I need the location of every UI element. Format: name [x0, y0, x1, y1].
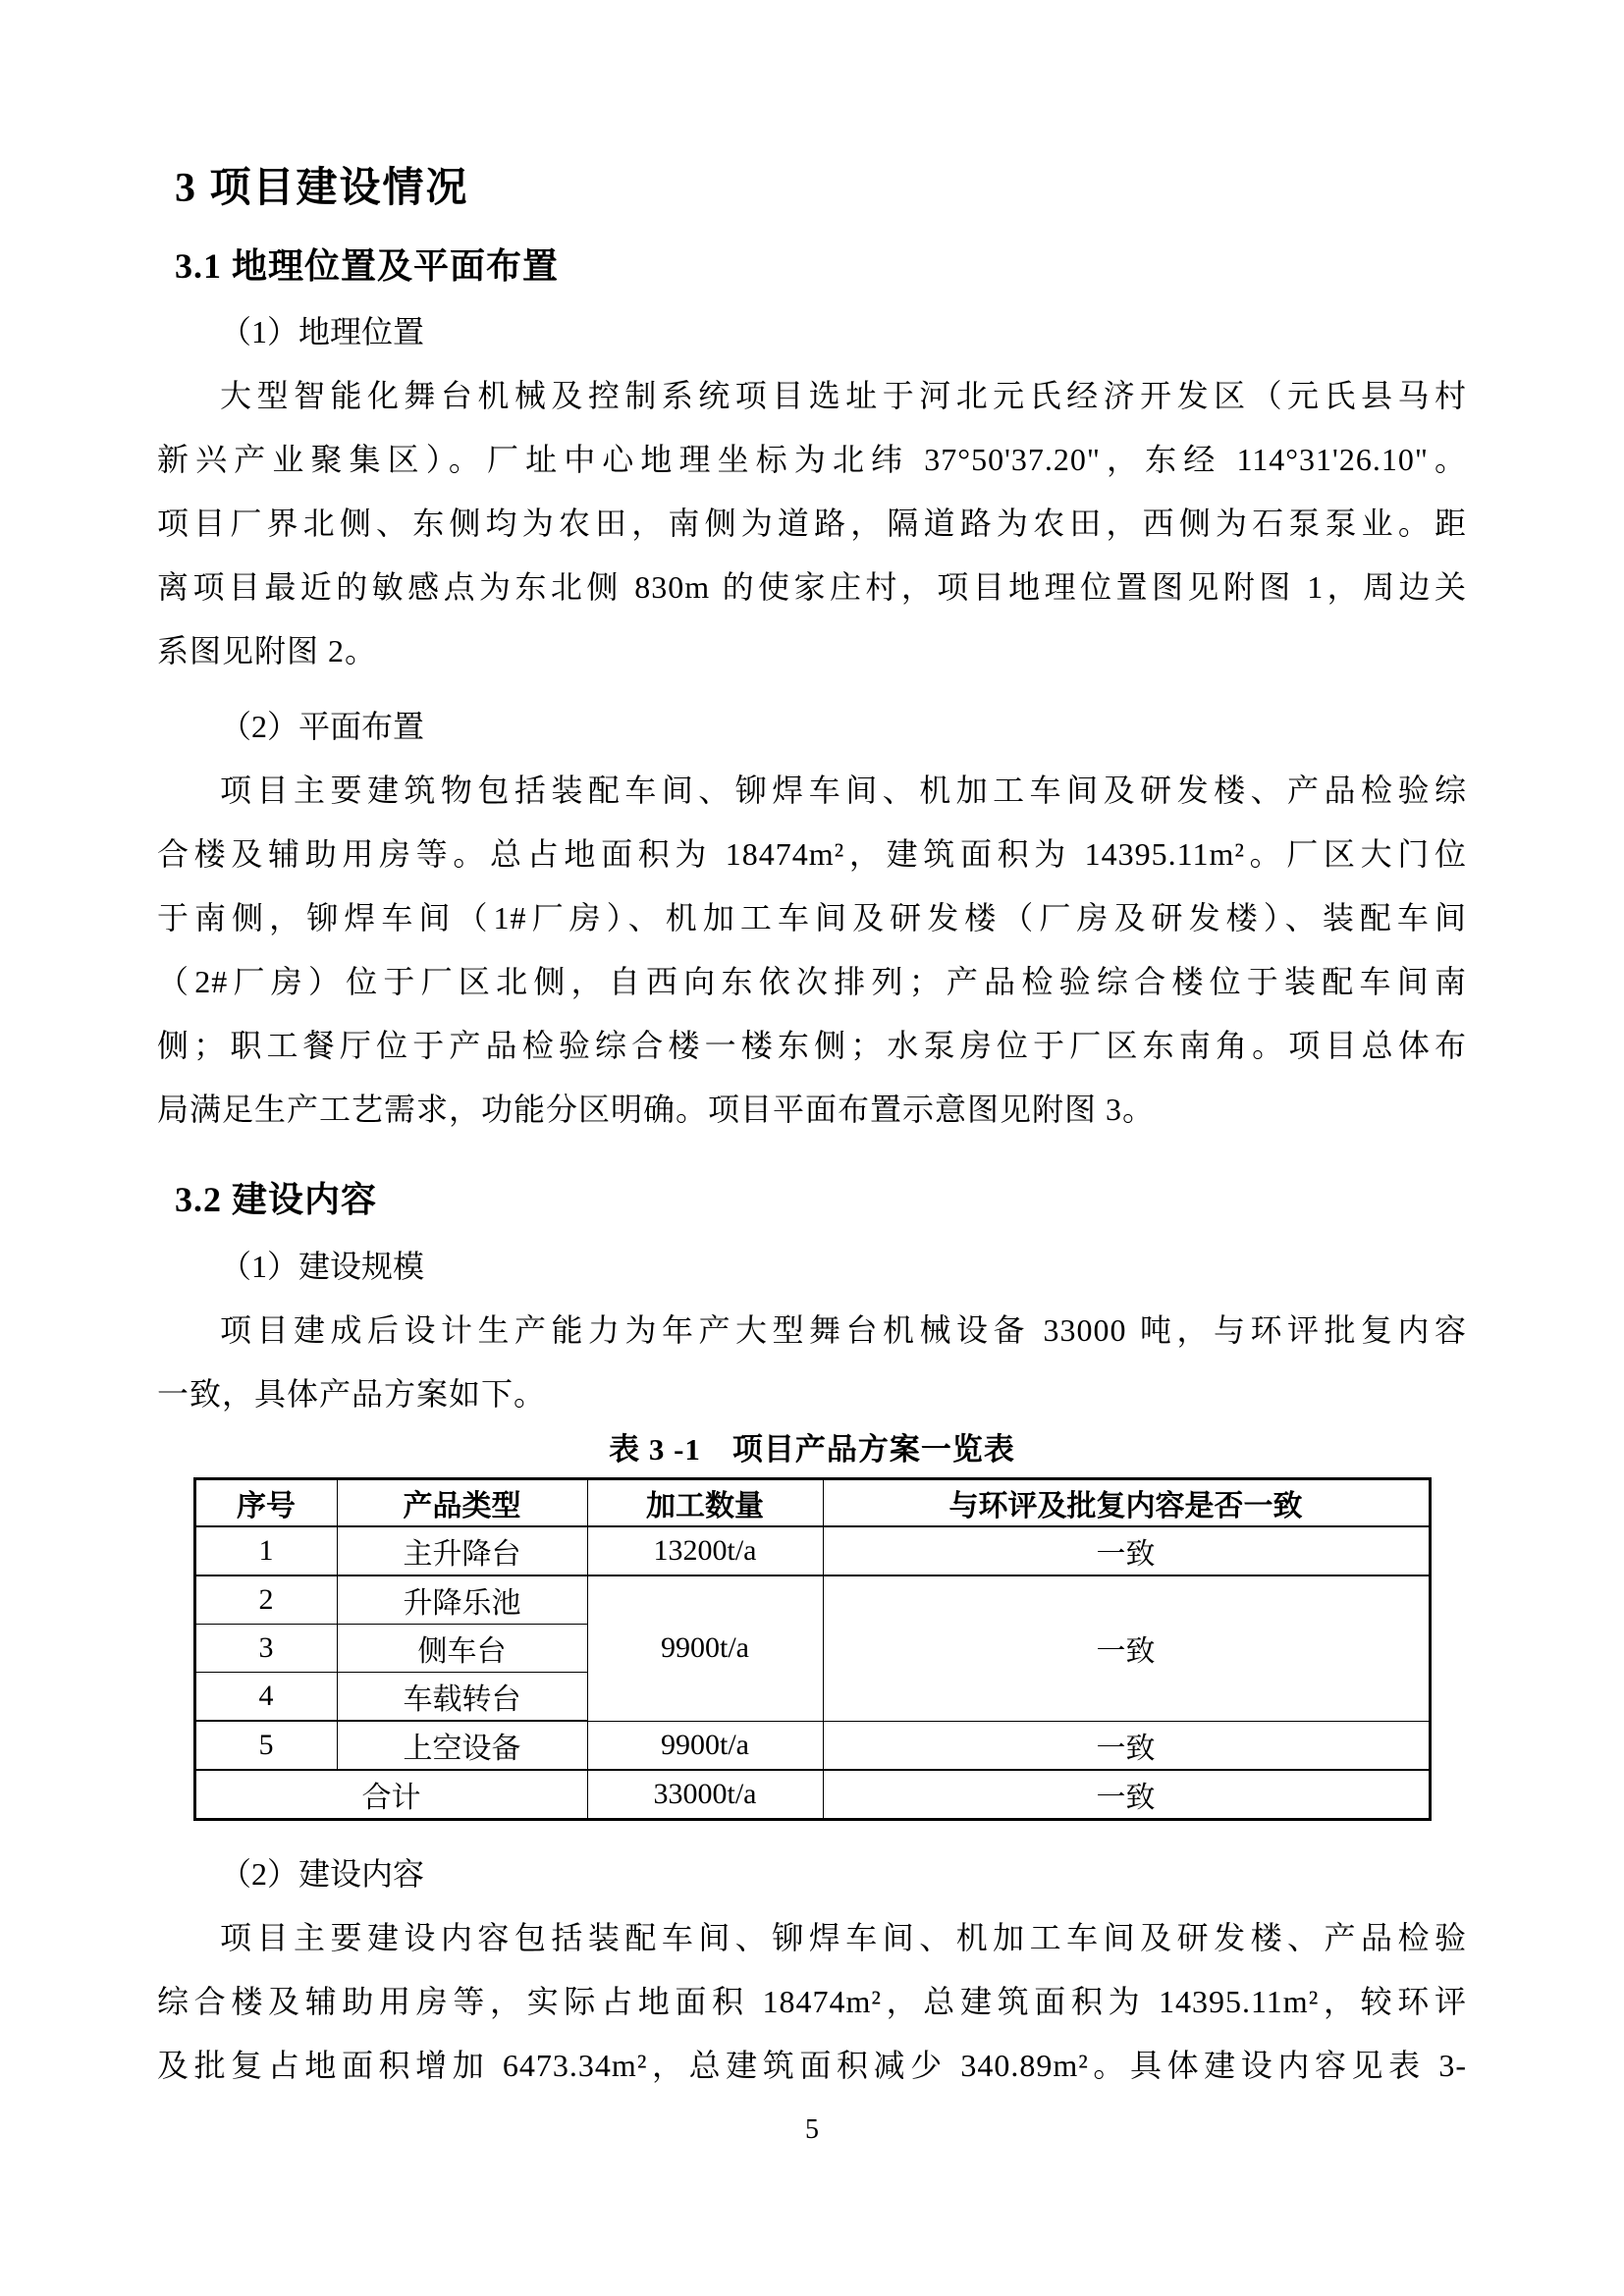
- cell-no: 4: [194, 1673, 337, 1722]
- text-line: 离项目最近的敏感点为东北侧 830m 的使家庄村，项目地理位置图见附图 1，周边关: [157, 569, 1467, 606]
- text-line: 综合楼及辅助用房等，实际占地面积 18474m²，总建筑面积为 14395.11m²，较环评: [157, 1984, 1467, 2020]
- cell-no: 5: [194, 1721, 337, 1770]
- table-total-row: [194, 1770, 1430, 1820]
- header-cell-match: 与环评及批复内容是否一致: [823, 1479, 1430, 1527]
- cell-no: 1: [194, 1526, 337, 1575]
- cell-type: 主升降台: [337, 1526, 587, 1575]
- cell-total-label: 合计: [194, 1770, 587, 1820]
- table-row: [194, 1721, 1430, 1770]
- table-row: [194, 1526, 1430, 1575]
- text-line: 新兴产业聚集区）。厂址中心地理坐标为北纬 37°50'37.20"，东经 114°31'26.10"。: [157, 442, 1467, 478]
- text-line: 一致，具体产品方案如下。: [157, 1376, 547, 1413]
- text-line: 局满足生产工艺需求，功能分区明确。项目平面布置示意图见附图 3。: [157, 1092, 1156, 1128]
- text-line: 项目主要建设内容包括装配车间、铆焊车间、机加工车间及研发楼、产品检验: [220, 1920, 1467, 1956]
- cell-qty: 9900t/a: [587, 1721, 823, 1770]
- cell-qty-merged: 9900t/a: [587, 1575, 823, 1721]
- paragraph-geo-location: [157, 364, 1467, 683]
- text-line: 系图见附图 2。: [157, 633, 378, 669]
- item-label-geo-location: （1）地理位置: [220, 314, 425, 350]
- text-line: 项目主要建筑物包括装配车间、铆焊车间、机加工车间及研发楼、产品检验综: [220, 773, 1467, 809]
- cell-total-match: 一致: [823, 1770, 1430, 1820]
- header-cell-type: 产品类型: [337, 1479, 587, 1527]
- cell-qty: 13200t/a: [587, 1526, 823, 1575]
- cell-total-qty: 33000t/a: [587, 1770, 823, 1820]
- chapter-heading: 3 项目建设情况: [175, 166, 469, 211]
- cell-no: 3: [194, 1625, 337, 1673]
- paragraph-plane-layout: [157, 759, 1467, 1142]
- text-line: （2#厂房）位于厂区北侧，自西向东依次排列；产品检验综合楼位于装配车间南: [157, 964, 1467, 1000]
- item-label-plane-layout: （2）平面布置: [220, 709, 425, 745]
- header-cell-qty: 加工数量: [587, 1479, 823, 1527]
- section-heading-3-1: 3.1 地理位置及平面布置: [175, 245, 560, 286]
- cell-no: 2: [194, 1575, 337, 1625]
- text-line: 侧；职工餐厅位于产品检验综合楼一楼东侧；水泵房位于厂区东南角。项目总体布: [157, 1028, 1467, 1064]
- cell-type: 侧车台: [337, 1625, 587, 1673]
- table-header-row: [194, 1479, 1430, 1527]
- cell-match: 一致: [823, 1526, 1430, 1575]
- paragraph-construction-scale: [157, 1299, 1467, 1426]
- paragraph-construction-content: [157, 1906, 1467, 2098]
- table-row: [194, 1575, 1430, 1625]
- text-line: 项目厂界北侧、东侧均为农田，南侧为道路，隔道路为农田，西侧为石泵泵业。距: [157, 506, 1467, 542]
- cell-match-merged: 一致: [823, 1575, 1430, 1721]
- cell-type: 升降乐池: [337, 1575, 587, 1625]
- cell-match: 一致: [823, 1721, 1430, 1770]
- text-line: 及批复占地面积增加 6473.34m²，总建筑面积减少 340.89m²。具体建设内容见表 3-: [157, 2048, 1467, 2084]
- section-heading-3-2: 3.2 建设内容: [175, 1180, 378, 1220]
- text-line: 于南侧，铆焊车间（1#厂房）、机加工车间及研发楼（厂房及研发楼）、装配车间: [157, 900, 1467, 936]
- cell-type: 车载转台: [337, 1673, 587, 1722]
- item-label-construction-scale: （1）建设规模: [220, 1249, 425, 1285]
- text-line: 项目建成后设计生产能力为年产大型舞台机械设备 33000 吨，与环评批复内容: [220, 1312, 1467, 1349]
- cell-type: 上空设备: [337, 1721, 587, 1770]
- text-line: 合楼及辅助用房等。总占地面积为 18474m²，建筑面积为 14395.11m²。厂区大门位: [157, 836, 1467, 873]
- text-line: 大型智能化舞台机械及控制系统项目选址于河北元氏经济开发区（元氏县马村: [220, 378, 1467, 414]
- page-number: 5: [805, 2114, 819, 2146]
- table-title: 表 3 -1 项目产品方案一览表: [609, 1432, 1015, 1468]
- header-cell-no: 序号: [194, 1479, 337, 1527]
- product-plan-table: [193, 1477, 1432, 1821]
- item-label-construction-content: （2）建设内容: [220, 1856, 425, 1893]
